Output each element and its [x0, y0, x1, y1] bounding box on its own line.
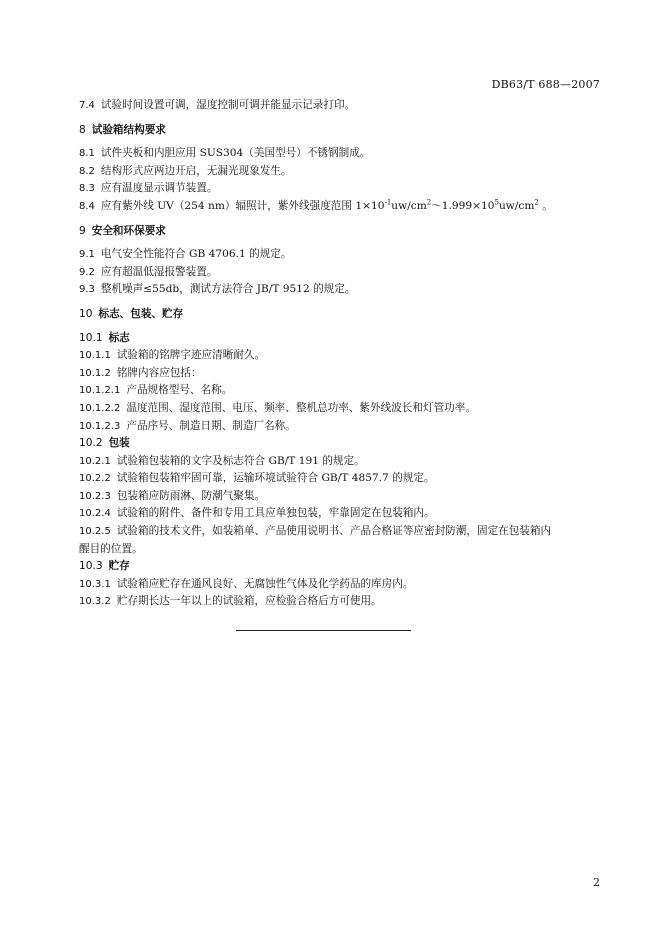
clause-text: 试验箱的技术文件，如装箱单、产品使用说明书、产品合格证等应密封防潮，固定在包装箱内 — [116, 525, 552, 538]
clause-10-2-5 — [79, 523, 599, 541]
clause-7-4 — [79, 97, 599, 115]
clause-number: 8.3 — [79, 183, 95, 195]
clause-9-3 — [79, 281, 599, 299]
clause-text: 试验箱的附件、备件和专用工具应单独包装，牢靠固定在包装箱内。 — [116, 507, 435, 520]
subsection-10-2 — [79, 435, 599, 453]
document-code: DB63/T 688—2007 — [491, 78, 600, 91]
clause-text: 试验箱的铭牌字迹应清晰耐久。 — [116, 349, 266, 362]
exponent: 2 — [534, 198, 539, 207]
clause-number: 8.4 — [79, 200, 95, 212]
clause-10-3-2 — [79, 593, 599, 611]
clause-text: 试验时间设置可调，湿度控制可调并能显示记录打印。 — [100, 99, 356, 111]
clause-9-2 — [79, 264, 599, 282]
subsection-number: 10.2 — [79, 437, 103, 450]
clause-number: 10.2.2 — [79, 473, 111, 485]
section-9-heading — [79, 223, 599, 241]
clause-9-1 — [79, 246, 599, 264]
clause-text — [101, 200, 553, 212]
clause-text: 产品规格型号、名称。 — [126, 384, 233, 397]
subsection-number: 10.1 — [79, 331, 103, 344]
clause-10-1-2-1 — [79, 382, 599, 400]
clause-number: 10.1.2.1 — [79, 385, 121, 397]
section-title: 安全和环保要求 — [91, 224, 166, 237]
clause-number: 9.1 — [79, 249, 95, 261]
clause-8-3 — [79, 180, 599, 198]
clause-10-1-1 — [79, 347, 599, 365]
uv-range-end: 。 — [538, 199, 553, 212]
clause-number: 10.2.3 — [79, 490, 111, 502]
clause-number: 10.1.2.3 — [79, 420, 121, 432]
clause-text: 应有超温低湿报警装置。 — [100, 265, 218, 278]
clause-number: 7.4 — [79, 100, 95, 111]
clause-8-1 — [79, 145, 599, 163]
clause-10-1-2-2 — [79, 400, 599, 418]
clause-10-1-2 — [79, 365, 599, 383]
clause-number: 8.2 — [79, 165, 95, 177]
clause-number: 10.2.5 — [79, 526, 111, 538]
clause-10-3-1 — [79, 576, 599, 594]
clause-number: 10.3.2 — [79, 596, 111, 608]
clause-8-2 — [79, 163, 599, 181]
section-title: 试验箱结构要求 — [91, 123, 166, 136]
clause-text: 试验箱包装箱的文字及标志符合 GB/T 191 的规定。 — [116, 454, 365, 467]
clause-text: 产品序号、制造日期、制造厂名称。 — [126, 419, 296, 432]
section-10-heading — [79, 306, 599, 324]
subsection-10-3 — [79, 558, 599, 576]
clause-10-2-3 — [79, 488, 599, 506]
clause-number: 8.1 — [79, 148, 95, 160]
clause-10-2-1 — [79, 453, 599, 471]
clause-number: 10.1.1 — [79, 350, 111, 362]
clause-10-2-2 — [79, 470, 599, 488]
clause-text: 电气安全性能符合 GB 4706.1 的规定。 — [100, 248, 292, 261]
subsection-number: 10.3 — [79, 560, 103, 573]
clause-text: 试验箱应贮存在通风良好、无腐蚀性气体及化学药品的库房内。 — [116, 577, 414, 590]
clause-text: 铭牌内容应包括： — [116, 366, 202, 379]
clause-text: 试验箱包装箱牢固可靠，运输环境试验符合 GB/T 4857.7 的规定。 — [116, 472, 435, 485]
clause-number: 10.2.4 — [79, 508, 111, 520]
clause-text: 包装箱应防雨淋、防潮气聚集。 — [116, 489, 266, 502]
section-8-heading — [79, 122, 599, 140]
uv-range-text-a: 应有紫外线 UV（254 nm）辐照计，紫外线强度范围 1×10 — [100, 199, 385, 212]
exponent: -1 — [384, 198, 392, 207]
subsection-title: 包装 — [108, 437, 130, 450]
exponent: 2 — [426, 198, 432, 207]
page-number: 2 — [593, 876, 600, 889]
subsection-10-1 — [79, 330, 599, 348]
section-number: 8 — [79, 123, 86, 136]
section-number: 10 — [79, 307, 93, 320]
clause-text: 结构形式应两边开启，无漏光现象发生。 — [100, 164, 292, 177]
clause-number: 10.3.1 — [79, 578, 111, 590]
clause-10-2-4 — [79, 505, 599, 523]
clause-text: 温度范围、湿度范围、电压、频率、整机总功率、紫外线波长和灯管功率。 — [126, 401, 476, 414]
clause-number: 10.1.2.2 — [79, 402, 121, 414]
clause-10-2-5-continued — [79, 541, 599, 559]
clause-text-continued: 醒目的位置。 — [79, 542, 143, 555]
section-number: 9 — [79, 224, 86, 237]
clause-8-4 — [79, 198, 599, 216]
end-of-document-rule — [236, 630, 411, 631]
clause-text: 贮存期长达一年以上的试验箱，应检验合格后方可使用。 — [116, 595, 382, 608]
clause-text: 应有温度显示调节装置。 — [100, 182, 218, 195]
clause-number: 10.1.2 — [79, 367, 111, 379]
clause-number: 10.2.1 — [79, 455, 111, 467]
clause-text: 试件夹板和内胆应用 SUS304（美国型号）不锈钢制成。 — [100, 147, 371, 160]
subsection-title: 标志 — [108, 331, 130, 344]
exponent: 5 — [494, 198, 499, 207]
subsection-title: 贮存 — [108, 560, 130, 573]
clause-10-1-2-3 — [79, 418, 599, 436]
clause-text: 整机噪声≤55db，测试方法符合 JB/T 9512 的规定。 — [100, 283, 356, 296]
document-body — [79, 97, 599, 611]
clause-number: 9.2 — [79, 266, 95, 278]
section-title: 标志、包装、贮存 — [98, 307, 184, 320]
unit: uw/cm — [498, 199, 535, 212]
unit: uw/cm — [391, 199, 427, 212]
uv-range-text-c: ～1.999×10 — [431, 199, 495, 212]
clause-number: 9.3 — [79, 284, 95, 296]
